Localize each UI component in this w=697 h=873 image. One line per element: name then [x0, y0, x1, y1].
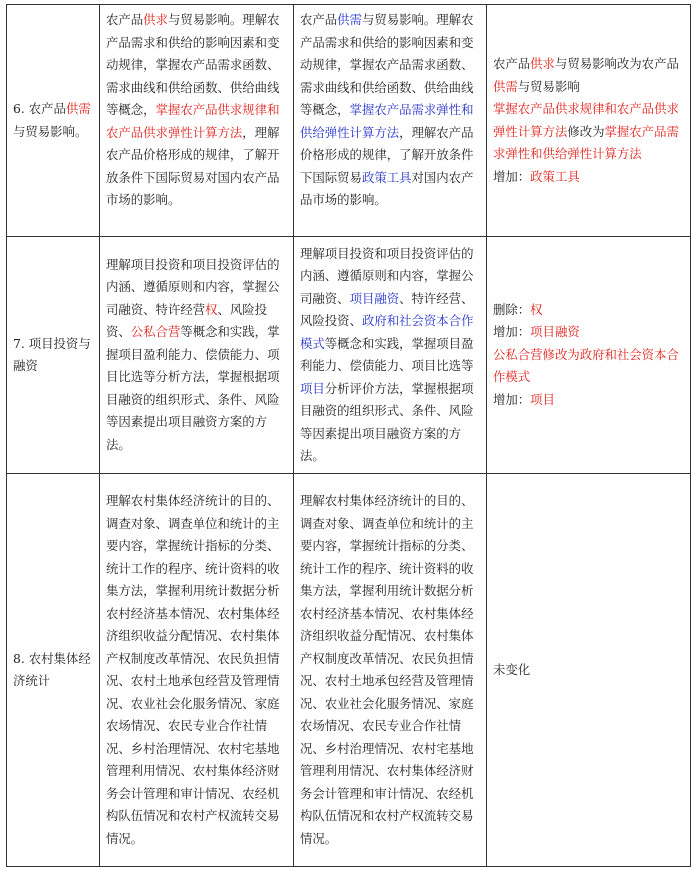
- change-note-cell: 农产品供求与贸易影响改为农产品供需与贸易影响 掌握农产品供求规律和农产品供求弹性计算方法修改为掌握农产品需求弹性和供给弹性计算方法 增加：政策工具: [487, 5, 691, 237]
- old-syllabus-cell: 农产品供求与贸易影响。理解农产品需求和供给的影响因素和变动规律，掌握农产品需求函数、需求曲线和供给函数、供给曲线等概念，掌握农产品供求规律和农产品供求弹性计算方法，理解农产品价格形成的规律，了解开放条件下国际贸易对国内农产品市场的影响。: [100, 5, 294, 237]
- new-syllabus-cell: 理解农村集体经济统计的目的、调查对象、调查单位和统计的主要内容，掌握统计指标的分类、统计工作的程序、统计资料的收集方法，掌握利用统计数据分析农村经济基本情况、农村集体经济组织收益分配情况、农村集体产权制度改革情况、农民负担情况、农村土地承包经营及管理情况、农业社会化服务情况、家庭农场情况、农民专业合作社情况、乡村治理情况、农村宅基地管理利用情况、农村集体经济财务会计管理和审计情况、农经机构队伍情况和农村产权流转交易情况。: [294, 474, 487, 867]
- old-syllabus-cell: 理解农村集体经济统计的目的、调查对象、调查单位和统计的主要内容，掌握统计指标的分类、统计工作的程序、统计资料的收集方法，掌握利用统计数据分析农村经济基本情况、农村集体经济组织收益分配情况、农村集体产权制度改革情况、农民负担情况、农村土地承包经营及管理情况、农业社会化服务情况、家庭农场情况、农民专业合作社情况、乡村治理情况、农村宅基地管理利用情况、农村集体经济财务会计管理和审计情况、农经机构队伍情况和农村产权流转交易情况。: [100, 474, 294, 867]
- topic-title-cell: 7. 项目投资与融资: [7, 237, 100, 474]
- topic-title-cell: 6. 农产品供需与贸易影响。: [7, 5, 100, 237]
- topic-title-cell: 8. 农村集体经济统计: [7, 474, 100, 867]
- change-note-cell: 未变化: [487, 474, 691, 867]
- change-note-cell: 删除：权 增加：项目融资 公私合营修改为政府和社会资本合作模式 增加：项目: [487, 237, 691, 474]
- table-row-8: [7, 474, 691, 867]
- new-syllabus-cell: 理解项目投资和项目投资评估的内涵、遵循原则和内容，掌握公司融资、项目融资、特许经营、风险投资、政府和社会资本合作模式等概念和实践，掌握项目盈利能力、偿债能力、项目比选等项目分析评价方法，掌握根据项目融资的组织形式、条件、风险等因素提出项目融资方案的方法。: [294, 237, 487, 474]
- table-row-6: [7, 5, 691, 237]
- table-row-7: [7, 237, 691, 474]
- new-syllabus-cell: 农产品供需与贸易影响。理解农产品需求和供给的影响因素和变动规律，掌握农产品需求函数、需求曲线和供给函数、供给曲线等概念，掌握农产品需求弹性和供给弹性计算方法，理解农产品价格形成的规律，了解开放条件下国际贸易政策工具对国内农产品市场的影响。: [294, 5, 487, 237]
- syllabus-comparison-table: [6, 4, 691, 867]
- old-syllabus-cell: 理解项目投资和项目投资评估的内涵、遵循原则和内容，掌握公司融资、特许经营权、风险投资、公私合营等概念和实践，掌握项目盈利能力、偿债能力、项目比选等分析方法，掌握根据项目融资的组织形式、条件、风险等因素提出项目融资方案的方法。: [100, 237, 294, 474]
